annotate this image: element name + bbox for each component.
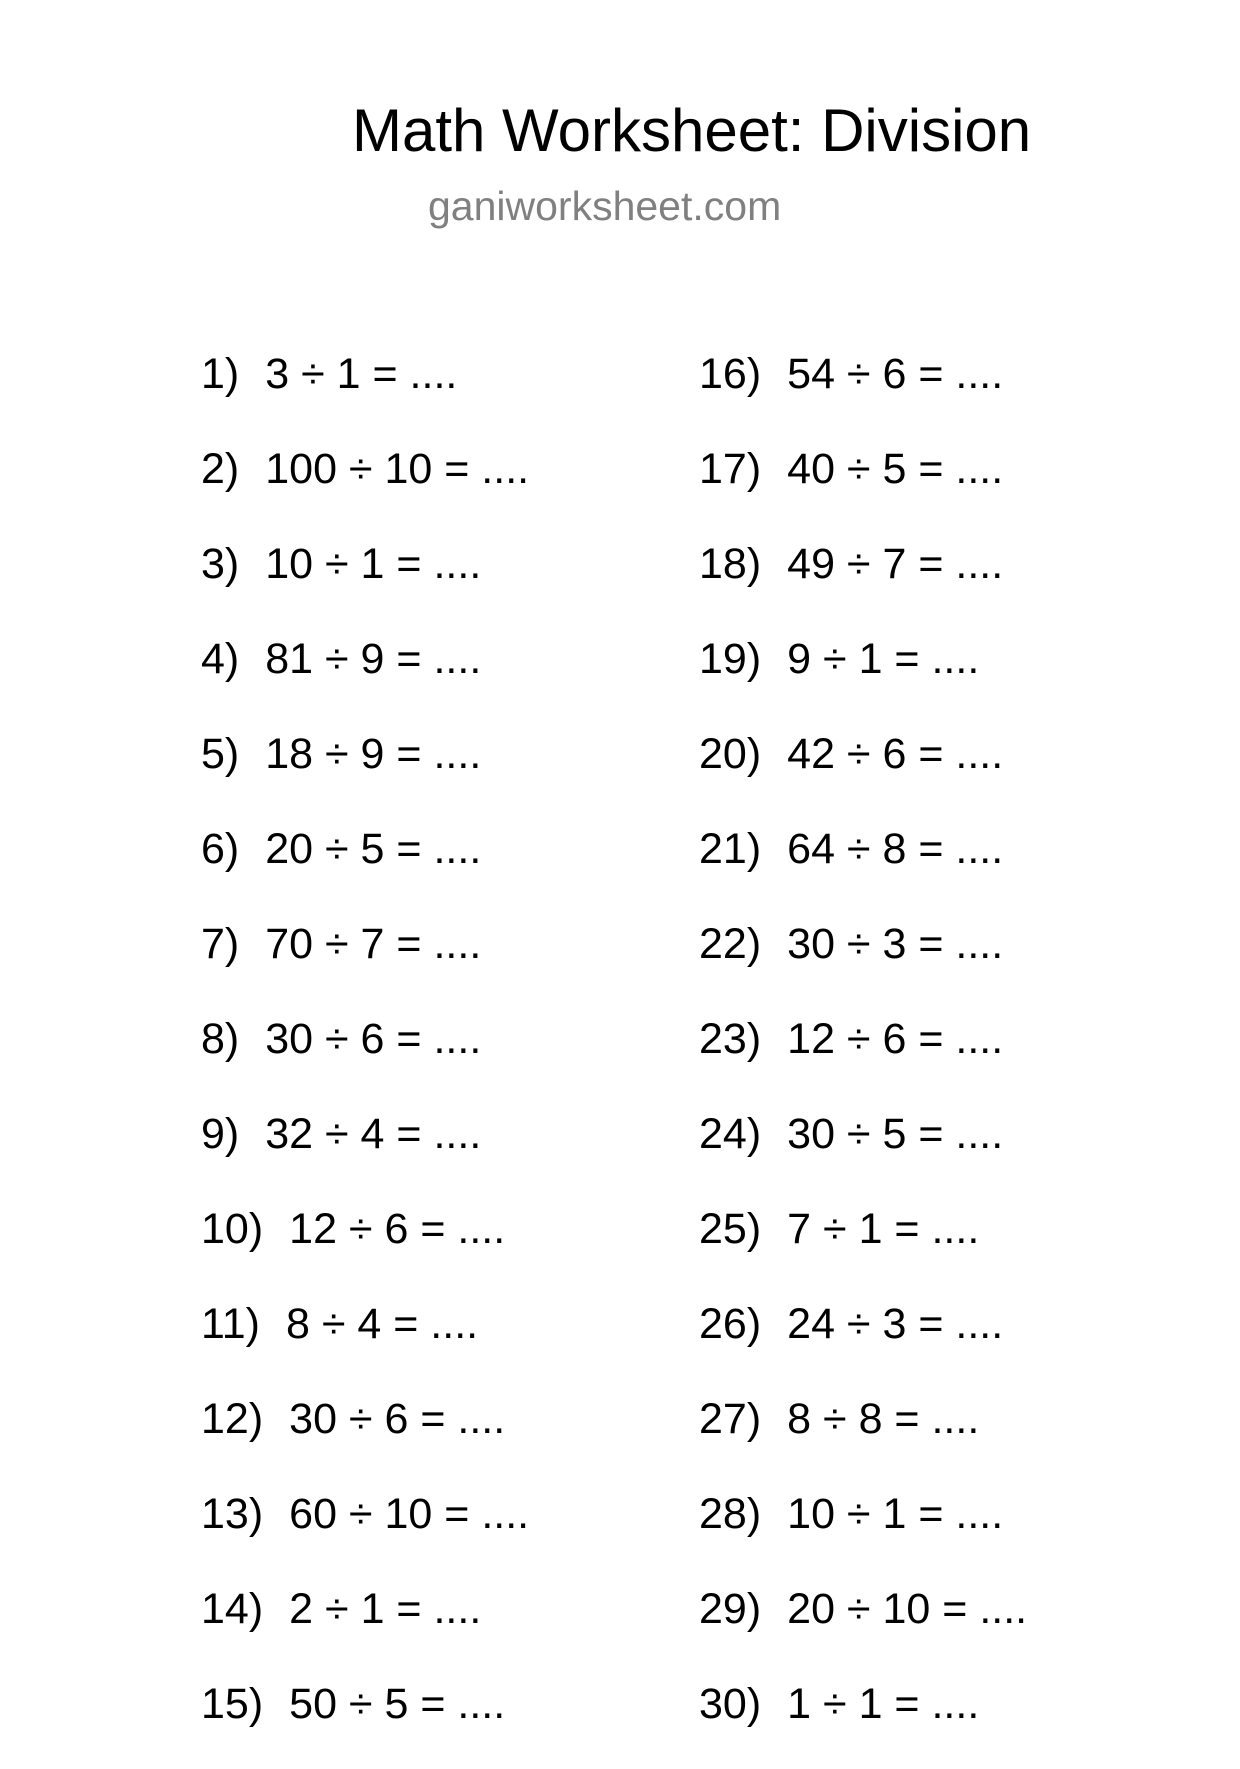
- problem-number: 5): [201, 730, 240, 778]
- problem-21: [699, 819, 1027, 914]
- problem-expression: 12 ÷ 6 = ....: [787, 1015, 1004, 1063]
- problem-number: 29): [699, 1585, 762, 1633]
- problem-number: 11): [201, 1300, 260, 1348]
- problem-1: [201, 344, 529, 439]
- problem-column-right: [699, 344, 1027, 1769]
- problem-number: 7): [201, 920, 240, 968]
- problem-24: [699, 1104, 1027, 1199]
- problem-number: 13): [201, 1490, 264, 1538]
- problem-number: 14): [201, 1585, 264, 1633]
- problem-expression: 30 ÷ 6 = ....: [289, 1395, 506, 1443]
- problem-23: [699, 1009, 1027, 1104]
- problem-number: 16): [699, 350, 762, 398]
- problem-expression: 12 ÷ 6 = ....: [289, 1205, 506, 1253]
- problem-expression: 10 ÷ 1 = ....: [265, 540, 482, 588]
- problem-6: [201, 819, 529, 914]
- problem-5: [201, 724, 529, 819]
- problem-expression: 30 ÷ 5 = ....: [787, 1110, 1004, 1158]
- problem-number: 15): [201, 1680, 264, 1728]
- problem-number: 27): [699, 1395, 762, 1443]
- problem-expression: 54 ÷ 6 = ....: [787, 350, 1004, 398]
- worksheet-title: Math Worksheet: Division: [352, 97, 1032, 164]
- problem-number: 25): [699, 1205, 762, 1253]
- problem-expression: 40 ÷ 5 = ....: [787, 445, 1004, 493]
- problem-expression: 32 ÷ 4 = ....: [265, 1110, 482, 1158]
- problem-expression: 8 ÷ 8 = ....: [787, 1395, 980, 1443]
- problem-18: [699, 534, 1027, 629]
- problem-number: 23): [699, 1015, 762, 1063]
- problem-8: [201, 1009, 529, 1104]
- problem-2: [201, 439, 529, 534]
- problem-13: [201, 1484, 529, 1579]
- problem-expression: 9 ÷ 1 = ....: [787, 635, 980, 683]
- problem-7: [201, 914, 529, 1009]
- problem-number: 30): [699, 1680, 762, 1728]
- problem-15: [201, 1674, 529, 1769]
- problem-expression: 3 ÷ 1 = ....: [265, 350, 458, 398]
- problem-25: [699, 1199, 1027, 1294]
- problem-expression: 49 ÷ 7 = ....: [787, 540, 1004, 588]
- problem-expression: 2 ÷ 1 = ....: [289, 1585, 482, 1633]
- problem-30: [699, 1674, 1027, 1769]
- problem-4: [201, 629, 529, 724]
- problem-expression: 18 ÷ 9 = ....: [265, 730, 482, 778]
- problem-expression: 30 ÷ 6 = ....: [265, 1015, 482, 1063]
- problem-number: 2): [201, 445, 240, 493]
- problem-number: 3): [201, 540, 240, 588]
- problem-22: [699, 914, 1027, 1009]
- problem-number: 24): [699, 1110, 762, 1158]
- problem-number: 10): [201, 1205, 264, 1253]
- problem-expression: 70 ÷ 7 = ....: [265, 920, 482, 968]
- worksheet-source: ganiworksheet.com: [428, 183, 782, 229]
- problem-expression: 100 ÷ 10 = ....: [265, 445, 530, 493]
- problem-number: 12): [201, 1395, 264, 1443]
- problem-expression: 60 ÷ 10 = ....: [289, 1490, 530, 1538]
- problem-14: [201, 1579, 529, 1674]
- problem-expression: 20 ÷ 10 = ....: [787, 1585, 1028, 1633]
- problem-28: [699, 1484, 1027, 1579]
- problem-number: 1): [201, 350, 240, 398]
- problem-expression: 8 ÷ 4 = ....: [285, 1300, 479, 1348]
- problem-column-left: [201, 344, 529, 1769]
- problem-20: [699, 724, 1027, 819]
- problem-19: [699, 629, 1027, 724]
- problem-number: 17): [699, 445, 762, 493]
- problem-27: [699, 1389, 1027, 1484]
- problem-number: 20): [699, 730, 762, 778]
- problem-number: 19): [699, 635, 762, 683]
- problem-9: [201, 1104, 529, 1199]
- problem-number: 18): [699, 540, 762, 588]
- problem-number: 8): [201, 1015, 240, 1063]
- problem-expression: 1 ÷ 1 = ....: [787, 1680, 980, 1728]
- problem-number: 28): [699, 1490, 762, 1538]
- problem-expression: 7 ÷ 1 = ....: [787, 1205, 980, 1253]
- problem-expression: 30 ÷ 3 = ....: [787, 920, 1004, 968]
- problem-expression: 42 ÷ 6 = ....: [787, 730, 1004, 778]
- problem-expression: 24 ÷ 3 = ....: [787, 1300, 1004, 1348]
- problem-number: 26): [699, 1300, 762, 1348]
- problem-number: 6): [201, 825, 240, 873]
- problem-11: [201, 1294, 529, 1389]
- problem-17: [699, 439, 1027, 534]
- problem-expression: 64 ÷ 8 = ....: [787, 825, 1004, 873]
- problem-3: [201, 534, 529, 629]
- problem-26: [699, 1294, 1027, 1389]
- problem-10: [201, 1199, 529, 1294]
- problem-expression: 81 ÷ 9 = ....: [265, 635, 482, 683]
- problem-16: [699, 344, 1027, 439]
- problem-29: [699, 1579, 1027, 1674]
- problem-number: 4): [201, 635, 240, 683]
- problem-12: [201, 1389, 529, 1484]
- problem-expression: 50 ÷ 5 = ....: [289, 1680, 506, 1728]
- problem-expression: 10 ÷ 1 = ....: [787, 1490, 1004, 1538]
- problem-expression: 20 ÷ 5 = ....: [265, 825, 482, 873]
- problem-number: 21): [699, 825, 762, 873]
- problem-number: 9): [201, 1110, 240, 1158]
- problem-number: 22): [699, 920, 762, 968]
